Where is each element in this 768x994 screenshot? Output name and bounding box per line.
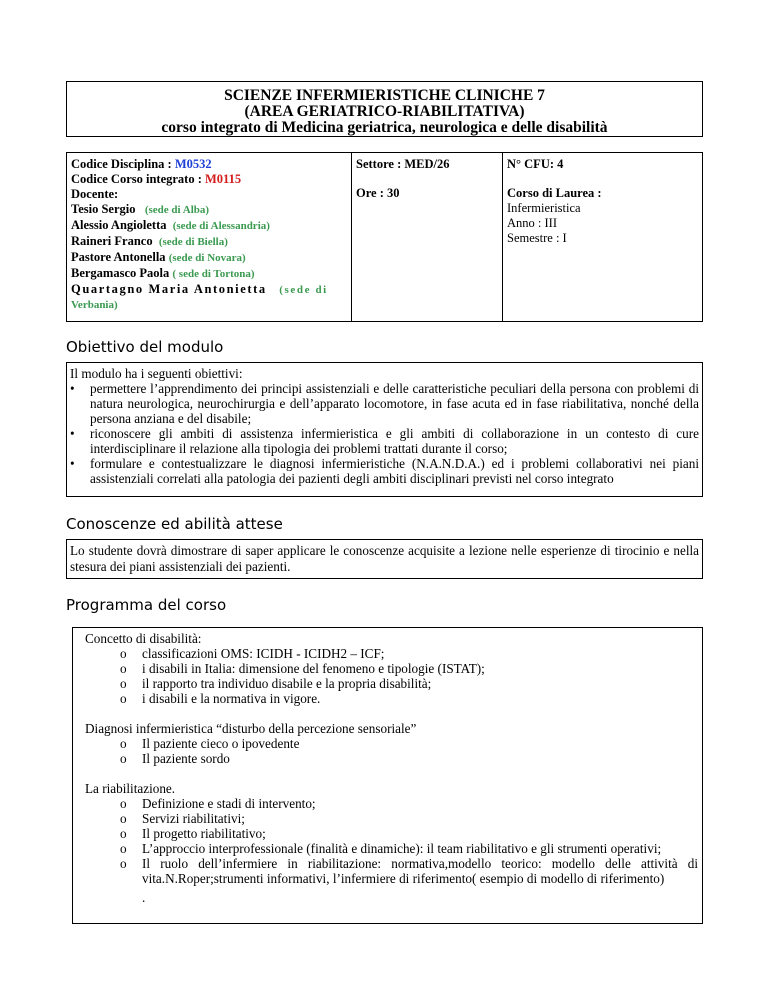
- bullet-icon: •: [70, 381, 75, 396]
- codice-corso-label: Codice Corso integrato :: [71, 172, 205, 186]
- codice-corso-value: M0115: [205, 172, 242, 186]
- list-item: [70, 456, 699, 486]
- circle-bullet-icon: o: [120, 676, 127, 691]
- circle-bullet-icon: o: [120, 691, 127, 706]
- list-item: [85, 661, 698, 676]
- docente-row: [71, 282, 347, 298]
- docente-name: Tesio Sergio: [71, 202, 136, 216]
- list-item: [85, 676, 698, 691]
- docente-name: Quartagno Maria Antonietta: [71, 282, 267, 296]
- list-item-text: Il paziente cieco o ipovedente: [142, 736, 300, 751]
- list-item-text: il rapporto tra individuo disabile e la propria disabilità;: [142, 676, 432, 691]
- obiettivo-list: [70, 381, 699, 486]
- docente-name: Pastore Antonella: [71, 250, 166, 264]
- programma-group-title: Diagnosi infermieristica “disturbo della percezione sensoriale”: [85, 721, 417, 736]
- list-item: [85, 736, 698, 751]
- list-item-text: classificazioni OMS: ICIDH - ICIDH2 – ICF;: [142, 646, 385, 661]
- docente-row: [71, 202, 347, 218]
- list-item: [70, 426, 699, 456]
- programma-group: [85, 721, 698, 766]
- circle-bullet-icon: o: [120, 736, 127, 751]
- cfu-corso-cell: [503, 153, 703, 322]
- codice-disciplina-value: M0532: [174, 157, 212, 171]
- obiettivo-box: [66, 362, 703, 497]
- programma-list: [85, 796, 698, 886]
- codice-corso: [71, 172, 347, 187]
- circle-bullet-icon: o: [120, 796, 127, 811]
- docente-sede: (sede di Biella): [158, 236, 228, 248]
- circle-bullet-icon: o: [120, 751, 127, 766]
- list-item: [85, 826, 698, 841]
- circle-bullet-icon: o: [120, 811, 127, 826]
- circle-bullet-icon: o: [120, 826, 127, 841]
- docente-row: [71, 266, 347, 282]
- obiettivo-heading: Obiettivo del modulo: [66, 338, 224, 356]
- bullet-icon: •: [70, 426, 75, 441]
- docente-sede: (sede di Alba): [144, 204, 210, 216]
- list-item: [85, 811, 698, 826]
- programma-group: [85, 781, 698, 905]
- settore: Settore : MED/26: [356, 157, 450, 171]
- corso-name: Infermieristica: [507, 201, 581, 215]
- semestre: Semestre : I: [507, 231, 567, 245]
- cfu: N° CFU: 4: [507, 157, 564, 171]
- course-title-line3: corso integrato di Medicina geriatrica, neurologica e delle disabilità: [161, 119, 608, 136]
- circle-bullet-icon: o: [120, 661, 127, 676]
- list-item: [85, 796, 698, 811]
- programma-group: [85, 631, 698, 706]
- docente-sede-continued: Verbania): [71, 299, 118, 311]
- list-item: [85, 841, 698, 856]
- list-item: [85, 691, 698, 706]
- conoscenze-text: Lo studente dovrà dimostrare di saper applicare le conoscenze acquisite a lezione nelle esperienze di tirocinio e nella stesura dei piani assistenziali dei pazienti.: [70, 543, 699, 574]
- docente-sede: (sede di Novara): [168, 252, 246, 264]
- ore: Ore : 30: [356, 186, 400, 200]
- programma-group-title: La riabilitazione.: [85, 781, 176, 796]
- programma-heading: Programma del corso: [66, 596, 227, 614]
- docente-row: [71, 218, 347, 234]
- docente-label: Docente:: [71, 187, 119, 201]
- codice-disciplina-label: Codice Disciplina :: [71, 157, 175, 171]
- docente-row: [71, 250, 347, 266]
- list-item-text: permettere l’apprendimento dei principi assistenziali e delle caratteristiche peculiari della persona con problemi di natura neurologica, neurochirurgia e dell’apparato locomotore, in fase acuta ed in fase riabilitativa, nonché della persona anziana e del disabile;: [90, 381, 699, 426]
- list-item-text: i disabili e la normativa in vigore.: [142, 691, 321, 706]
- list-item-text: Servizi riabilitativi;: [142, 811, 245, 826]
- docente-name: Raineri Franco: [71, 234, 153, 248]
- bullet-icon: •: [70, 456, 75, 471]
- docente-sede: (sede di: [279, 284, 328, 296]
- docente-row: [71, 234, 347, 250]
- conoscenze-box: [66, 539, 703, 579]
- list-item-text: riconoscere gli ambiti di assistenza infermieristica e gli ambiti di collaborazione in un contesto di cure interdisciplinare il relazione alla tipologia dei problemi trattati durante il corso;: [90, 426, 699, 456]
- docente-name: Bergamasco Paola: [71, 266, 170, 280]
- codice-disciplina: [71, 157, 347, 172]
- programma-list: [85, 646, 698, 706]
- list-item-text: L’approccio interprofessionale (finalità e dinamiche): il team riabilitativo e gli strumenti operativi;: [142, 841, 662, 856]
- settore-ore-cell: [352, 153, 503, 322]
- end-mark: .: [142, 890, 146, 905]
- obiettivo-intro: Il modulo ha i seguenti obiettivi:: [70, 366, 243, 381]
- anno: Anno : III: [507, 216, 557, 230]
- list-item: [70, 381, 699, 426]
- codes-docenti-cell: [67, 153, 352, 322]
- course-title-line2: (AREA GERIATRICO-RIABILITATIVA): [244, 103, 525, 120]
- list-item-text: Il paziente sordo: [142, 751, 230, 766]
- conoscenze-heading: Conoscenze ed abilità attese: [66, 515, 283, 533]
- course-title-line1: SCIENZE INFERMIERISTICHE CLINICHE 7: [224, 87, 545, 104]
- course-info-table: [66, 152, 703, 322]
- programma-group-title: Concetto di disabilità:: [85, 631, 202, 646]
- list-item-text: Il progetto riabilitativo;: [142, 826, 266, 841]
- programma-box: [72, 627, 703, 924]
- list-item-text: Definizione e stadi di intervento;: [142, 796, 316, 811]
- list-item: [85, 751, 698, 766]
- list-item: [85, 856, 698, 886]
- circle-bullet-icon: o: [120, 856, 127, 871]
- docente-sede: (sede di Alessandria): [172, 220, 270, 232]
- list-item-text: formulare e contestualizzare le diagnosi infermieristiche (N.A.N.D.A.) ed i problemi collaborativi nei piani assistenziali correlati alla patologia dei pazienti degli ambiti disciplinari previsti nel corso integrato: [90, 456, 699, 486]
- circle-bullet-icon: o: [120, 841, 127, 856]
- corso-label: Corso di Laurea :: [507, 186, 602, 200]
- list-item: [85, 646, 698, 661]
- programma-list: [85, 736, 698, 766]
- list-item-text: Il ruolo dell’infermiere in riabilitazione: normativa,modello teorico: modello delle attività di vita.N.Roper;strumenti informativi, l’infermiere di riferimento( esempio di modello di riferimento): [142, 856, 698, 886]
- docente-name: Alessio Angioletta: [71, 218, 167, 232]
- circle-bullet-icon: o: [120, 646, 127, 661]
- course-title-box: [66, 81, 703, 137]
- docente-sede: ( sede di Tortona): [172, 268, 255, 280]
- list-item-text: i disabili in Italia: dimensione del fenomeno e tipologie (ISTAT);: [142, 661, 485, 676]
